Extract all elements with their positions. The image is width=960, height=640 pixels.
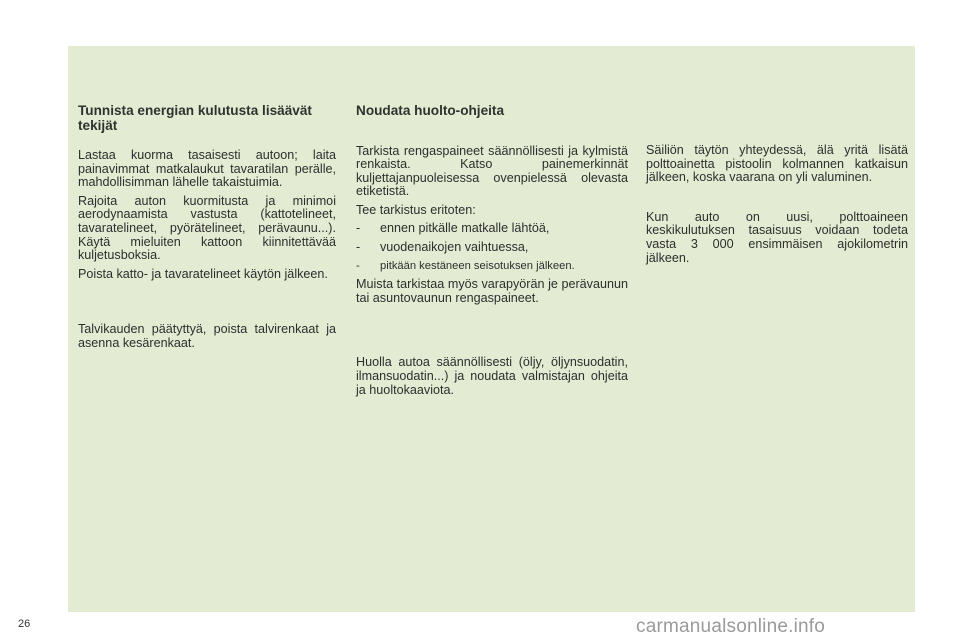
page-number: 26: [18, 618, 31, 630]
maintenance-heading: Noudata huolto-ohjeita: [356, 103, 505, 118]
spare-tyre-paragraph: Muista tarkistaa myös varapyörän je perävaunun tai asuntovaunun rengaspaineet.: [356, 277, 628, 305]
check-intro: Tee tarkistus eritoten:: [356, 202, 476, 217]
list-item: [356, 222, 628, 236]
list-item: [356, 260, 628, 274]
dash-bullet: -: [356, 259, 360, 272]
new-car-consumption-paragraph: Kun auto on uusi, polttoaineen keskikulutuksen tasaisuus voidaan todeta vasta 3 000 ensimmäisen ajokilometrin jälkeen.: [646, 209, 908, 265]
dash-bullet: -: [356, 221, 361, 236]
list-item-text: pitkään kestäneen seisotuksen jälkeen.: [380, 259, 575, 272]
service-paragraph: Huolla autoa säännöllisesti (öljy, öljynsuodatin, ilmansuodatin...) ja noudata valmistajan ohjeita ja huoltokaaviota.: [356, 355, 628, 397]
refuel-paragraph: Säiliön täytön yhteydessä, älä yritä lisätä polttoainetta pistoolin kolmannen katkaisun jälkeen, koska vaarana on yli valuminen.: [646, 143, 908, 185]
list-item-text: vuodenaikojen vaihtuessa,: [380, 240, 529, 255]
energy-factors-heading: Tunnista energian kulutusta lisäävät tekijät: [78, 103, 312, 133]
watermark: carmanualsonline.info: [636, 616, 826, 637]
load-paragraph: Lastaa kuorma tasaisesti autoon; laita painavimmat matkalaukut tavaratilan perälle, mahdollisimman lähelle takaistuimia.: [78, 148, 336, 190]
dash-bullet: -: [356, 240, 361, 255]
remove-racks-paragraph: Poista katto- ja tavaratelineet käytön jälkeen.: [78, 266, 328, 281]
list-item: [356, 241, 628, 255]
winter-tyres-paragraph: Talvikauden päätyttyä, poista talvirenkaat ja asenna kesärenkaat.: [78, 322, 336, 350]
content-panel: [68, 46, 915, 612]
tyre-pressure-paragraph: Tarkista rengaspaineet säännöllisesti ja kylmistä renkaista. Katso painemerkinnät kuljettajanpuoleisessa ovenpielessä olevasta etiketistä.: [356, 143, 628, 199]
aero-paragraph: Rajoita auton kuormitusta ja minimoi aerodynaamista vastusta (kattotelineet, tavaratelineet, pyörätelineet, perävaunu...). Käytä mieluiten kattoon kiinnitettävää kuljetusboksia.: [78, 193, 336, 263]
column-energy-factors: [78, 104, 336, 356]
column-maintenance: [356, 104, 628, 402]
column-fuel: [646, 144, 908, 270]
list-item-text: ennen pitkälle matkalle lähtöä,: [380, 221, 550, 236]
